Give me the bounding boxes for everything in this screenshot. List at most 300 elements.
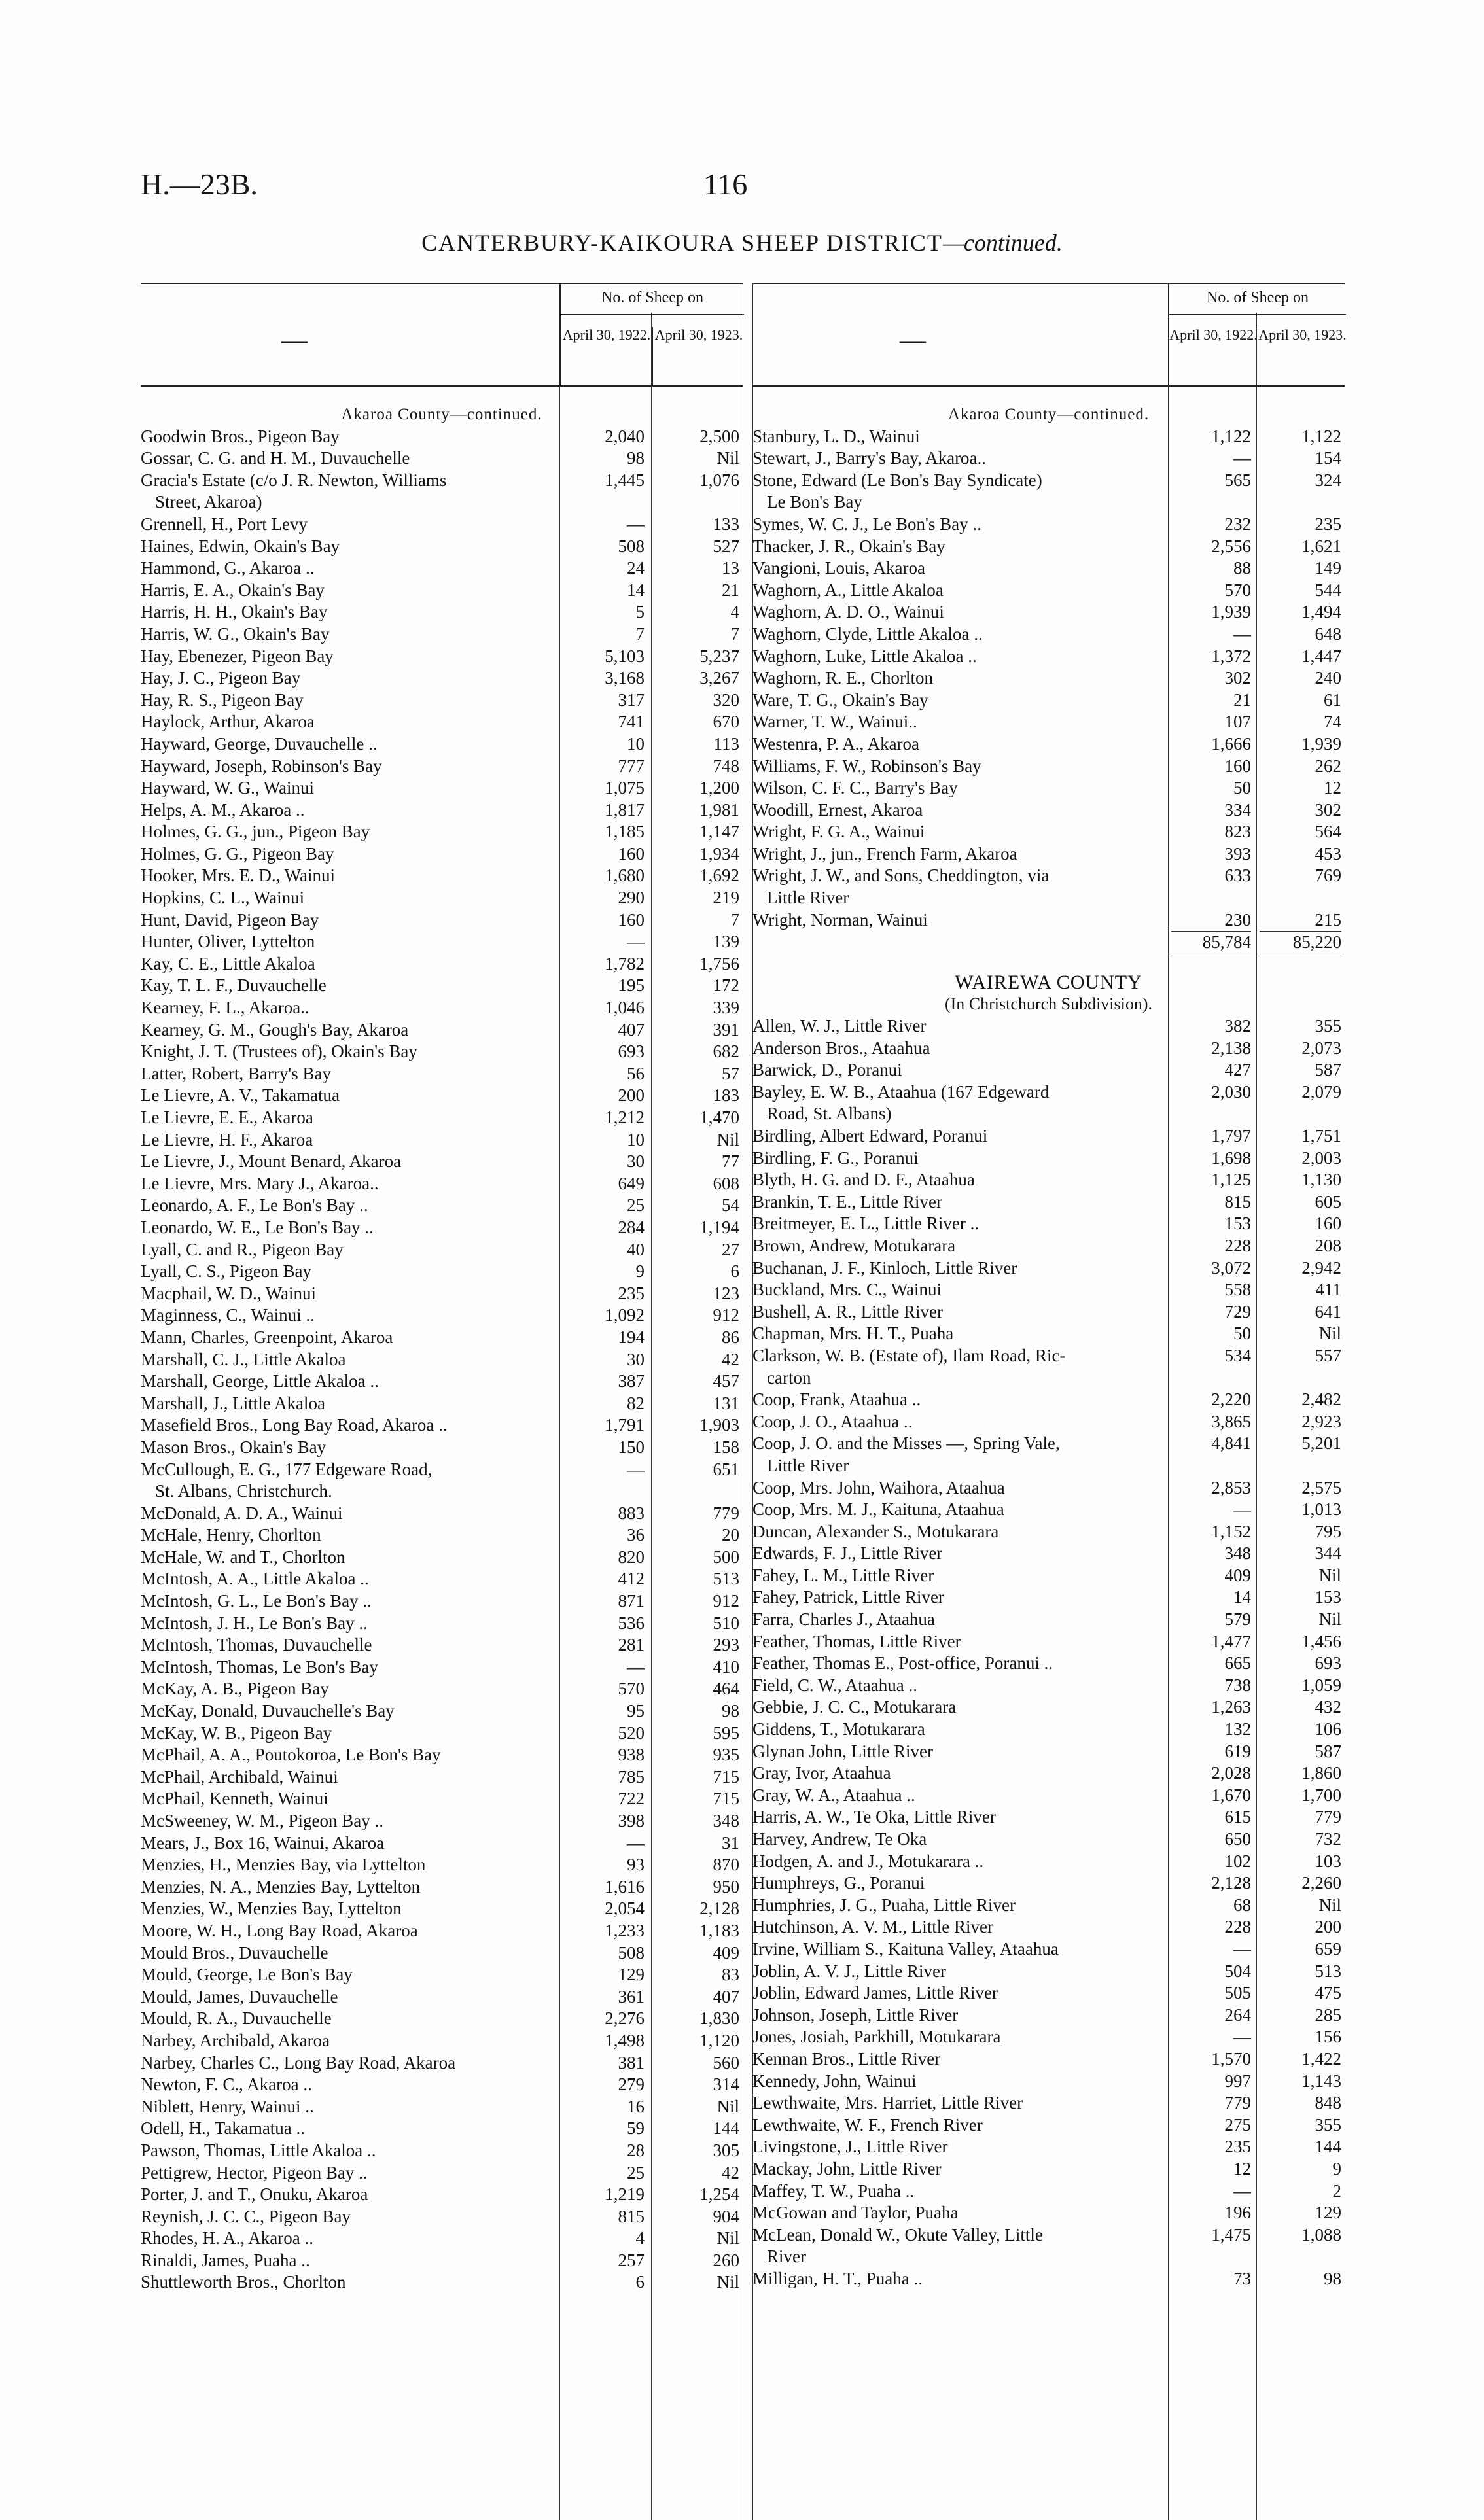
table-row <box>752 1938 1345 1961</box>
table-row <box>141 1766 743 1789</box>
table-row <box>141 1898 743 1920</box>
holder-name: Farra, Charles J., Ataahua <box>752 1609 935 1630</box>
holder-name: Wright, F. G. A., Wainui <box>752 822 925 842</box>
table-row <box>752 557 1345 580</box>
holder-name: Odell, H., Takamatua .. <box>141 2118 306 2139</box>
sheep-1922: 381 <box>618 2052 645 2073</box>
sheep-1922: 160 <box>618 909 645 930</box>
table-row <box>141 1480 743 1503</box>
holder-name: Fahey, Patrick, Little River <box>752 1587 944 1607</box>
sheep-1923: 587 <box>1315 1060 1341 1080</box>
holder-name: Mould, R. A., Duvauchelle <box>141 2008 332 2029</box>
table-row <box>752 799 1345 822</box>
table-row <box>141 2228 743 2250</box>
sheep-1923: 153 <box>1315 1587 1341 1607</box>
sheep-1923: 324 <box>1315 470 1341 490</box>
sheep-1922: 24 <box>627 558 645 578</box>
sheep-1922: 508 <box>618 536 645 556</box>
table-row <box>141 1700 743 1723</box>
page-reference: H.—23B. <box>141 167 258 201</box>
table-row <box>752 1081 1345 1104</box>
table-row <box>752 1279 1345 1301</box>
holder-name: Coop, J. O. and the Misses —, Spring Vale, <box>752 1433 1060 1454</box>
sheep-1923: 2,942 <box>1301 1257 1341 1278</box>
sheep-1922: 317 <box>618 690 645 710</box>
sheep-1922: 1,498 <box>605 2030 645 2050</box>
holder-name: Waghorn, A., Little Akaloa <box>752 580 944 600</box>
holder-name: McLean, Donald W., Okute Valley, Little <box>752 2224 1043 2245</box>
name-column-dash: — <box>281 325 308 355</box>
sheep-1923: Nil <box>1318 1609 1341 1630</box>
sheep-1923: 113 <box>713 733 739 754</box>
sheep-1923: 432 <box>1315 1697 1341 1717</box>
sheep-1923: 595 <box>713 1723 739 1743</box>
sheep-1922: 6 <box>635 2272 645 2292</box>
holder-name: Porter, J. and T., Onuku, Akaroa <box>141 2184 368 2205</box>
sheep-1923: 2 <box>1332 2180 1341 2201</box>
table-row <box>752 2202 1345 2224</box>
sheep-1923: 74 <box>1324 712 1341 732</box>
table-row <box>752 2224 1345 2247</box>
sheep-1923: 1,981 <box>699 799 739 820</box>
holder-name: Brankin, T. E., Little River <box>752 1191 942 1212</box>
holder-name: Kennedy, John, Wainui <box>752 2071 917 2091</box>
sheep-1923: 870 <box>713 1855 739 1875</box>
table-row <box>141 1810 743 1832</box>
sheep-1922: 1,372 <box>1211 646 1251 666</box>
sheep-1922: 93 <box>627 1855 645 1875</box>
holder-name: Le Lievre, E. E., Akaroa <box>141 1108 313 1127</box>
holder-name: McPhail, Kenneth, Wainui <box>141 1789 328 1809</box>
sheep-1922: 820 <box>618 1547 645 1567</box>
sheep-1923: 5,237 <box>699 646 739 666</box>
table-row <box>141 931 743 953</box>
sheep-1923: 848 <box>1315 2093 1341 2113</box>
sheep-1922: 361 <box>618 1986 645 2006</box>
sheep-1922: 520 <box>618 1723 645 1743</box>
sheep-1922: 50 <box>1233 1323 1251 1344</box>
holder-name: Lewthwaite, Mrs. Harriet, Little River <box>752 2093 1023 2113</box>
sheep-1922: 98 <box>627 448 645 468</box>
sheep-1923: 355 <box>1315 2114 1341 2135</box>
holder-name: Haylock, Arthur, Akaroa <box>141 712 315 732</box>
holder-name: Field, C. W., Ataahua .. <box>752 1675 917 1695</box>
holder-name: Blyth, H. G. and D. F., Ataahua <box>752 1170 975 1190</box>
table-row <box>752 470 1345 492</box>
table-row <box>141 2096 743 2118</box>
table-row <box>141 1173 743 1195</box>
right-column <box>752 283 1345 2290</box>
group-rule <box>561 314 744 315</box>
sheep-1922: 12 <box>1233 2158 1251 2179</box>
holder-name: Lewthwaite, W. F., French River <box>752 2114 983 2135</box>
sheep-1922: 2,128 <box>1211 1873 1251 1893</box>
holder-name: Shuttleworth Bros., Chorlton <box>141 2272 346 2292</box>
sheep-1923: 682 <box>713 1041 739 1062</box>
sheep-1922: — <box>1233 1938 1251 1959</box>
table-row <box>752 843 1345 866</box>
sheep-1923: 1,200 <box>699 778 739 798</box>
holder-name: Stewart, J., Barry's Bay, Akaroa.. <box>752 448 987 468</box>
table-row <box>141 733 743 756</box>
sheep-1922: 1,817 <box>605 799 645 820</box>
sheep-1922: — <box>627 1832 645 1853</box>
sheep-1923: 1,088 <box>1301 2224 1341 2245</box>
holder-name: Jones, Josiah, Parkhill, Motukarara <box>752 2027 1001 2047</box>
sheep-1922: 1,939 <box>1211 602 1251 622</box>
table-row <box>752 1015 1345 1038</box>
sheep-1922: 2,054 <box>605 1899 645 1919</box>
sheep-1922: 505 <box>1224 1983 1251 2003</box>
sheep-1923: 1,692 <box>699 866 739 886</box>
sheep-1923: Nil <box>1318 1895 1341 1915</box>
sheep-1923: 154 <box>1315 448 1341 468</box>
holder-name: Pettigrew, Hector, Pigeon Bay .. <box>141 2162 368 2182</box>
sheep-1923: 215 <box>1315 909 1341 930</box>
table-row <box>141 887 743 909</box>
sheep-1922: 1,666 <box>1211 733 1251 754</box>
sheep-1923: 1,830 <box>699 2008 739 2029</box>
sheep-1923: 608 <box>713 1173 739 1193</box>
table-row <box>141 1832 743 1855</box>
sheep-1923: 1,494 <box>1301 602 1341 622</box>
table-row <box>752 821 1345 843</box>
sheep-1923: 1,254 <box>699 2184 739 2205</box>
sheep-1923: 648 <box>1315 623 1341 644</box>
table-row <box>752 1367 1345 1390</box>
holder-name: Milligan, H. T., Puaha .. <box>752 2268 923 2288</box>
sheep-1923: 557 <box>1315 1345 1341 1365</box>
sheep-1922: 619 <box>1224 1741 1251 1761</box>
sheep-1922: 153 <box>1224 1214 1251 1234</box>
table-row <box>141 1437 743 1459</box>
sheep-1923: 200 <box>1315 1917 1341 1937</box>
sheep-1923: 950 <box>713 1876 739 1897</box>
table-row <box>752 1125 1345 1147</box>
sheep-1922: 1,477 <box>1211 1631 1251 1651</box>
table-row <box>141 601 743 623</box>
sheep-1923: 6 <box>730 1261 739 1282</box>
sheep-1923: 475 <box>1315 1983 1341 2003</box>
sheep-1923: 103 <box>1315 1851 1341 1871</box>
sheep-1923: 208 <box>1315 1235 1341 1255</box>
sheep-1923: 715 <box>713 1789 739 1809</box>
table-row <box>752 2026 1345 2048</box>
county-heading-wairewa: WAIREWA COUNTY <box>955 971 1142 993</box>
table-row <box>752 623 1345 646</box>
holder-name: McDonald, A. D. A., Wainui <box>141 1503 343 1523</box>
table-row <box>752 887 1345 909</box>
sheep-1923: 641 <box>1315 1301 1341 1321</box>
sheep-1922: 5,103 <box>605 646 645 666</box>
sheep-1922: 393 <box>1224 843 1251 864</box>
holder-name: Holmes, G. G., jun., Pigeon Bay <box>141 822 370 842</box>
holder-name: Allen, W. J., Little River <box>752 1016 927 1036</box>
table-row <box>141 1788 743 1810</box>
table-row <box>752 777 1345 799</box>
sheep-1922: 2,276 <box>605 2008 645 2029</box>
sheep-1922: 1,782 <box>605 953 645 973</box>
sheep-1923: 748 <box>713 756 739 776</box>
sheep-1923: 935 <box>713 1745 739 1765</box>
table-row <box>752 601 1345 623</box>
sheep-1923: Nil <box>716 2096 739 2116</box>
sheep-1922: 1,698 <box>1211 1147 1251 1168</box>
sheep-1922: 279 <box>618 2074 645 2095</box>
table-row <box>752 1961 1345 1983</box>
sheep-1923: Nil <box>1318 1565 1341 1585</box>
sheep-1922: 412 <box>618 1569 645 1589</box>
holder-name: McIntosh, Thomas, Le Bon's Bay <box>141 1656 378 1677</box>
sheep-1922: 1,475 <box>1211 2224 1251 2245</box>
sheep-1922: 382 <box>1224 1016 1251 1036</box>
sheep-1922: 56 <box>627 1063 645 1083</box>
holder-name: Marshall, George, Little Akaloa .. <box>141 1371 379 1391</box>
table-row <box>141 2118 743 2140</box>
holder-name: Narbey, Charles C., Long Bay Road, Akaroa <box>141 2052 456 2073</box>
sheep-1922: 409 <box>1224 1565 1251 1585</box>
sheep-1923: 344 <box>1315 1543 1341 1564</box>
holder-name: Harris, E. A., Okain's Bay <box>141 580 325 600</box>
holder-name: Coop, Mrs. M. J., Kaituna, Ataahua <box>752 1499 1004 1520</box>
sheep-1923: 31 <box>722 1832 739 1853</box>
table-row <box>752 1169 1345 1191</box>
sheep-1923: 98 <box>1324 2268 1341 2288</box>
sheep-1923: 2,500 <box>699 426 739 446</box>
holder-name: Breitmeyer, E. L., Little River .. <box>752 1214 980 1234</box>
table-row <box>141 580 743 602</box>
holder-name: Hayward, Joseph, Robinson's Bay <box>141 756 382 776</box>
sheep-1922: 194 <box>618 1327 645 1347</box>
sheep-1922: 665 <box>1224 1653 1251 1673</box>
sheep-1922: 871 <box>618 1591 645 1611</box>
holder-name: Gebbie, J. C. C., Motukarara <box>752 1697 957 1717</box>
sheep-1922: 823 <box>1224 822 1251 842</box>
holder-name: Goodwin Bros., Pigeon Bay <box>141 426 340 446</box>
table-row <box>752 1895 1345 1917</box>
sheep-1923: 7 <box>730 623 739 644</box>
total-1922: 85,784 <box>1171 931 1251 954</box>
sheep-1923: 411 <box>1315 1280 1341 1300</box>
sheep-1923: 670 <box>713 712 739 732</box>
group-heading: No. of Sheep on <box>601 289 703 306</box>
sheep-1922: 7 <box>635 623 645 644</box>
holder-name: Symes, W. C. J., Le Bon's Bay .. <box>752 514 981 534</box>
holder-name: Helps, A. M., Akaroa .. <box>141 799 305 820</box>
sheep-1922: 1,152 <box>1211 1521 1251 1541</box>
sheep-1923: 98 <box>722 1701 739 1721</box>
holder-name: McKay, W. B., Pigeon Bay <box>141 1723 332 1743</box>
table-row <box>752 2048 1345 2071</box>
table-row <box>141 1942 743 1965</box>
holder-name: Little River <box>767 1455 849 1475</box>
sheep-1922: 570 <box>618 1679 645 1699</box>
table-row <box>141 953 743 975</box>
table-row <box>141 470 743 492</box>
sheep-1923: 2,003 <box>1301 1147 1341 1168</box>
sheep-1922: 1,233 <box>605 1920 645 1940</box>
sheep-1923: 348 <box>713 1811 739 1830</box>
table-row <box>141 2250 743 2272</box>
sheep-1922: 777 <box>618 756 645 776</box>
holder-name: Chapman, Mrs. H. T., Puaha <box>752 1323 954 1344</box>
holder-name: Haines, Edwin, Okain's Bay <box>141 536 340 556</box>
holder-name: Joblin, A. V. J., Little River <box>752 1961 947 1981</box>
holder-name: Kay, C. E., Little Akaloa <box>141 953 315 973</box>
sheep-1923: 42 <box>722 2162 739 2182</box>
table-row <box>752 646 1345 668</box>
holder-name: Livingstone, J., Little River <box>752 2137 948 2157</box>
sheep-1922: 235 <box>618 1283 645 1303</box>
holder-name: Hay, Ebenezer, Pigeon Bay <box>141 646 334 666</box>
sheep-1922: 25 <box>627 2162 645 2182</box>
table-row <box>141 1261 743 1283</box>
table-row <box>752 1829 1345 1851</box>
sheep-1922: 14 <box>627 580 645 600</box>
sheep-1922: 284 <box>618 1217 645 1237</box>
table-row <box>141 1019 743 1041</box>
holder-name: Irvine, William S., Kaituna Valley, Ataahua <box>752 1938 1059 1959</box>
table-row <box>752 426 1345 448</box>
sheep-1923: 219 <box>713 888 739 908</box>
table-row <box>141 1876 743 1899</box>
table-row <box>141 1085 743 1107</box>
table-row <box>752 1762 1345 1785</box>
holder-name: Bayley, E. W. B., Ataahua (167 Edgeward <box>752 1081 1050 1102</box>
sheep-1923: 158 <box>713 1437 739 1457</box>
sheep-1922: 883 <box>618 1503 645 1523</box>
table-row <box>752 1191 1345 1214</box>
sheep-1923: 172 <box>713 975 739 996</box>
sheep-1922: 21 <box>1233 690 1251 710</box>
holder-name: Hopkins, C. L., Wainui <box>141 888 305 908</box>
sheep-1922: 348 <box>1224 1543 1251 1564</box>
right-rows <box>752 426 1345 932</box>
table-row <box>752 1586 1345 1609</box>
sheep-1923: 527 <box>713 536 739 556</box>
sheep-1922: 3,168 <box>605 668 645 688</box>
sheep-1923: 320 <box>713 690 739 710</box>
holder-name: Gossar, C. G. and H. M., Duvauchelle <box>141 448 410 468</box>
sheep-1922: 1,570 <box>1211 2048 1251 2069</box>
holder-name: Humphreys, G., Poranui <box>752 1873 925 1893</box>
holder-name: Ware, T. G., Okain's Bay <box>752 690 928 710</box>
holder-name: Narbey, Archibald, Akaroa <box>141 2030 330 2050</box>
sheep-1923: 149 <box>1315 558 1341 578</box>
sheep-1922: 40 <box>627 1239 645 1259</box>
holder-name: Le Lievre, J., Mount Benard, Akaroa <box>141 1151 402 1172</box>
holder-name: Kearney, G. M., Gough's Bay, Akaroa <box>141 1019 409 1040</box>
sheep-1923: 106 <box>1315 1719 1341 1740</box>
holder-name: Birdling, F. G., Poranui <box>752 1147 919 1168</box>
sheep-1922: 232 <box>1224 514 1251 534</box>
sheep-1922: 565 <box>1224 470 1251 490</box>
sheep-1922: 1,046 <box>605 998 645 1018</box>
total-1923: 85,220 <box>1260 931 1341 954</box>
holder-name: Lyall, C. and R., Pigeon Bay <box>141 1239 344 1259</box>
table-row <box>141 1920 743 1942</box>
sheep-1922: 779 <box>1224 2093 1251 2113</box>
sheep-1922: 633 <box>1224 866 1251 886</box>
holder-name: Clarkson, W. B. (Estate of), Ilam Road, Ric- <box>752 1345 1066 1365</box>
holder-name: Harris, A. W., Te Oka, Little River <box>752 1807 996 1827</box>
holder-name: Gray, Ivor, Ataahua <box>752 1763 891 1783</box>
sheep-1922: 1,219 <box>605 2184 645 2205</box>
sheep-1922: 73 <box>1233 2268 1251 2288</box>
sheep-1923: 61 <box>1324 690 1341 710</box>
table-row <box>752 2158 1345 2180</box>
sheep-1923: 1,122 <box>1301 426 1341 446</box>
table-row <box>752 1982 1345 2004</box>
table-row <box>141 1217 743 1239</box>
holder-name: Coop, Mrs. John, Waihora, Ataahua <box>752 1477 1005 1497</box>
sheep-1922: 102 <box>1224 1851 1251 1871</box>
holder-name: Mould, George, Le Bon's Bay <box>141 1965 353 1985</box>
sheep-1922: 30 <box>627 1151 645 1172</box>
sheep-1922: 1,680 <box>605 866 645 886</box>
sheep-1922: 230 <box>1224 909 1251 930</box>
sheep-1922: 1,791 <box>605 1415 645 1435</box>
sheep-1923: 160 <box>1315 1214 1341 1234</box>
table-row <box>752 491 1345 514</box>
holder-name: Marshall, C. J., Little Akaloa <box>141 1349 346 1369</box>
sheep-1922: 36 <box>627 1525 645 1545</box>
sheep-1922: 1,122 <box>1211 426 1251 446</box>
sheep-1923: 1,751 <box>1301 1126 1341 1146</box>
sheep-1923: 302 <box>1315 799 1341 820</box>
holder-name: McKay, A. B., Pigeon Bay <box>141 1679 329 1699</box>
sheep-1923: 20 <box>722 1525 739 1545</box>
holder-name: Edwards, F. J., Little River <box>752 1543 943 1564</box>
holder-name: Waghorn, R. E., Chorlton <box>752 668 934 688</box>
sheep-count-group <box>559 284 744 385</box>
sheep-1922: 407 <box>618 1019 645 1040</box>
table-row <box>141 2271 743 2294</box>
sheep-1922: 508 <box>618 1942 645 1963</box>
holder-name: McPhail, Archibald, Wainui <box>141 1766 338 1787</box>
holder-name: Mason Bros., Okain's Bay <box>141 1437 327 1457</box>
sheep-1923: 410 <box>713 1656 739 1677</box>
holder-name: Harvey, Andrew, Te Oka <box>752 1829 927 1849</box>
sheep-1922: — <box>1233 2027 1251 2047</box>
table-row <box>141 1634 743 1656</box>
sheep-1922: 1,092 <box>605 1305 645 1325</box>
table-row <box>752 1609 1345 1631</box>
sheep-1923: 1,076 <box>699 470 739 490</box>
left-column <box>141 283 743 2294</box>
table-row <box>141 1304 743 1327</box>
sheep-1923: 339 <box>713 998 739 1018</box>
col-1922-heading: April 30, 1922. <box>1169 326 1258 343</box>
holder-name: Little River <box>767 888 849 908</box>
holder-name: Hunter, Oliver, Lyttelton <box>141 932 315 952</box>
sheep-1922: 129 <box>618 1965 645 1985</box>
sheep-1923: 1,447 <box>1301 646 1341 666</box>
sheep-1923: 1,903 <box>699 1415 739 1435</box>
table-row <box>141 667 743 690</box>
holder-name: Grennell, H., Port Levy <box>141 514 308 534</box>
holder-name: Hammond, G., Akaroa .. <box>141 558 315 578</box>
sheep-1922: 729 <box>1224 1301 1251 1321</box>
table-row <box>141 975 743 997</box>
holder-name: Harris, W. G., Okain's Bay <box>141 623 330 644</box>
table-row <box>752 1675 1345 1697</box>
table-row <box>141 447 743 470</box>
table-row <box>141 1283 743 1305</box>
sheep-1923: 779 <box>713 1503 739 1523</box>
table-row <box>141 1041 743 1063</box>
sheep-1923: 1,120 <box>699 2030 739 2050</box>
